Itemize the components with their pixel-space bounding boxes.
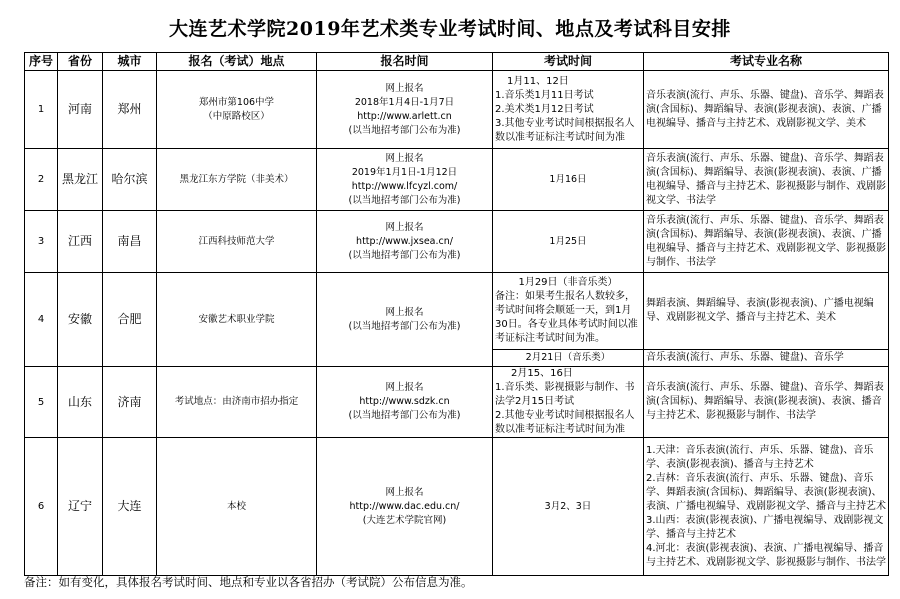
table-row [25,367,889,438]
row-exam: 3月2、3日 [493,438,644,576]
row-majors: 音乐表演(流行、声乐、乐器、键盘)、音乐学、舞蹈表演(含国标)、舞蹈编导、表演(影视表演)、表演、播音与主持艺术、影视摄影与制作、书法学 [644,367,889,438]
table-row [25,211,889,273]
table-header-row [25,53,889,71]
row-majors: 音乐表演(流行、声乐、乐器、键盘)、音乐学、舞蹈表演(含国标)、舞蹈编导、表演(影视表演)、表演、广播电视编导、播音与主持艺术、影视摄影与制作、戏剧影视文学、书法学 [644,149,889,211]
row-city: 合肥 [103,273,157,367]
header-majors: 考试专业名称 [644,53,889,71]
row-no: 5 [25,367,58,438]
table-row [25,71,889,149]
row-province: 山东 [58,367,103,438]
row-no: 2 [25,149,58,211]
row-reg: 网上报名 http://www.sdzk.cn (以当地招考部门公布为准) [317,367,493,438]
row-reg: 网上报名 http://www.dac.edu.cn/ (大连艺术学院官网) [317,438,493,576]
province-majors-item: 2.吉林：音乐表演(流行、声乐、乐器、键盘)、音乐学、舞蹈表演(含国标)、舞蹈编导、表演(影视表演)、表演、广播电视编导、戏剧影视文学、播音与主持艺术 [646,472,886,512]
header-reg-time: 报名时间 [317,53,493,71]
header-exam-time: 考试时间 [493,53,644,71]
row-location: 安徽艺术职业学院 [157,273,317,367]
page-title: 大连艺术学院2019年艺术类专业考试时间、地点及考试科目安排 [169,18,731,40]
row-reg: 网上报名 http://www.jxsea.cn/ (以当地招考部门公布为准) [317,211,493,273]
province-majors-item: 3.山西：表演(影视表演)、广播电视编导、戏剧影视文学、播音与主持艺术 [646,514,884,540]
row-no: 3 [25,211,58,273]
row-majors-music: 音乐表演(流行、声乐、乐器、键盘)、音乐学 [644,350,889,367]
row-exam: 1月25日 [493,211,644,273]
header-no: 序号 [25,53,58,71]
row-exam: 1月16日 [493,149,644,211]
row-majors: 音乐表演(流行、声乐、乐器、键盘)、音乐学、舞蹈表演(含国标)、舞蹈编导、表演(影视表演)、表演、广播电视编导、播音与主持艺术、戏剧影视文学、美术 [644,71,889,149]
row-location: 考试地点：由济南市招办指定 [157,367,317,438]
row-city: 南昌 [103,211,157,273]
row-city: 郑州 [103,71,157,149]
row-location: 郑州市第106中学 （中原路校区） [157,71,317,149]
row-province: 辽宁 [58,438,103,576]
row-exam: 1月11、12日 1.音乐类1月11日考试 2.美术类1月12日考试 3.其他专业考试时间根据报名人数以准考证标注考试时间为准 [493,71,644,149]
row-majors [644,438,889,576]
row-exam: 2月15、16日 1.音乐类、影视摄影与制作、书法学2月15日考试 2.其他专业考试时间根据报名人数以准考证标注考试时间为准 [493,367,644,438]
table-row [25,273,889,350]
row-reg: 网上报名 2019年1月1日-1月12日 http://www.lfcyzl.com/ (以当地招考部门公布为准) [317,149,493,211]
table-row [25,149,889,211]
row-city: 大连 [103,438,157,576]
row-province: 江西 [58,211,103,273]
footnote: 备注：如有变化，具体报名考试时间、地点和专业以各省招办（考试院）公布信息为准。 [24,575,473,589]
row-exam: 1月29日（非音乐类） 备注：如果考生报名人数较多，考试时间将会顺延一天，到1月30日。各专业具体考试时间以准考证标注考试时间为准。 [493,273,644,350]
row-no: 1 [25,71,58,149]
row-province: 黑龙江 [58,149,103,211]
row-reg: 网上报名 2018年1月4日-1月7日 http://www.arlett.cn (以当地招考部门公布为准) [317,71,493,149]
row-exam-music: 2月21日（音乐类） [493,350,644,367]
row-city: 济南 [103,367,157,438]
row-location: 本校 [157,438,317,576]
row-location: 黑龙江东方学院（非美术） [157,149,317,211]
row-reg: 网上报名 (以当地招考部门公布为准) [317,273,493,367]
row-province: 河南 [58,71,103,149]
row-location: 江西科技师范大学 [157,211,317,273]
row-city: 哈尔滨 [103,149,157,211]
row-no: 6 [25,438,58,576]
header-city: 城市 [103,53,157,71]
row-majors: 音乐表演(流行、声乐、乐器、键盘)、音乐学、舞蹈表演(含国标)、舞蹈编导、表演(影视表演)、表演、广播电视编导、播音与主持艺术、戏剧影视文学、影视摄影与制作、书法学 [644,211,889,273]
header-province: 省份 [58,53,103,71]
schedule-table [24,52,889,576]
table-row [25,438,889,576]
row-majors: 舞蹈表演、舞蹈编导、表演(影视表演)、广播电视编导、戏剧影视文学、播音与主持艺术、美术 [644,273,889,350]
province-majors-item: 4.河北：表演(影视表演)、表演、广播电视编导、播音与主持艺术、戏剧影视文学、影视摄影与制作、书法学 [646,542,886,568]
province-majors-item: 1.天津：音乐表演(流行、声乐、乐器、键盘)、音乐学、表演(影视表演)、播音与主持艺术 [646,444,874,470]
row-no: 4 [25,273,58,367]
row-province: 安徽 [58,273,103,367]
header-location: 报名（考试）地点 [157,53,317,71]
